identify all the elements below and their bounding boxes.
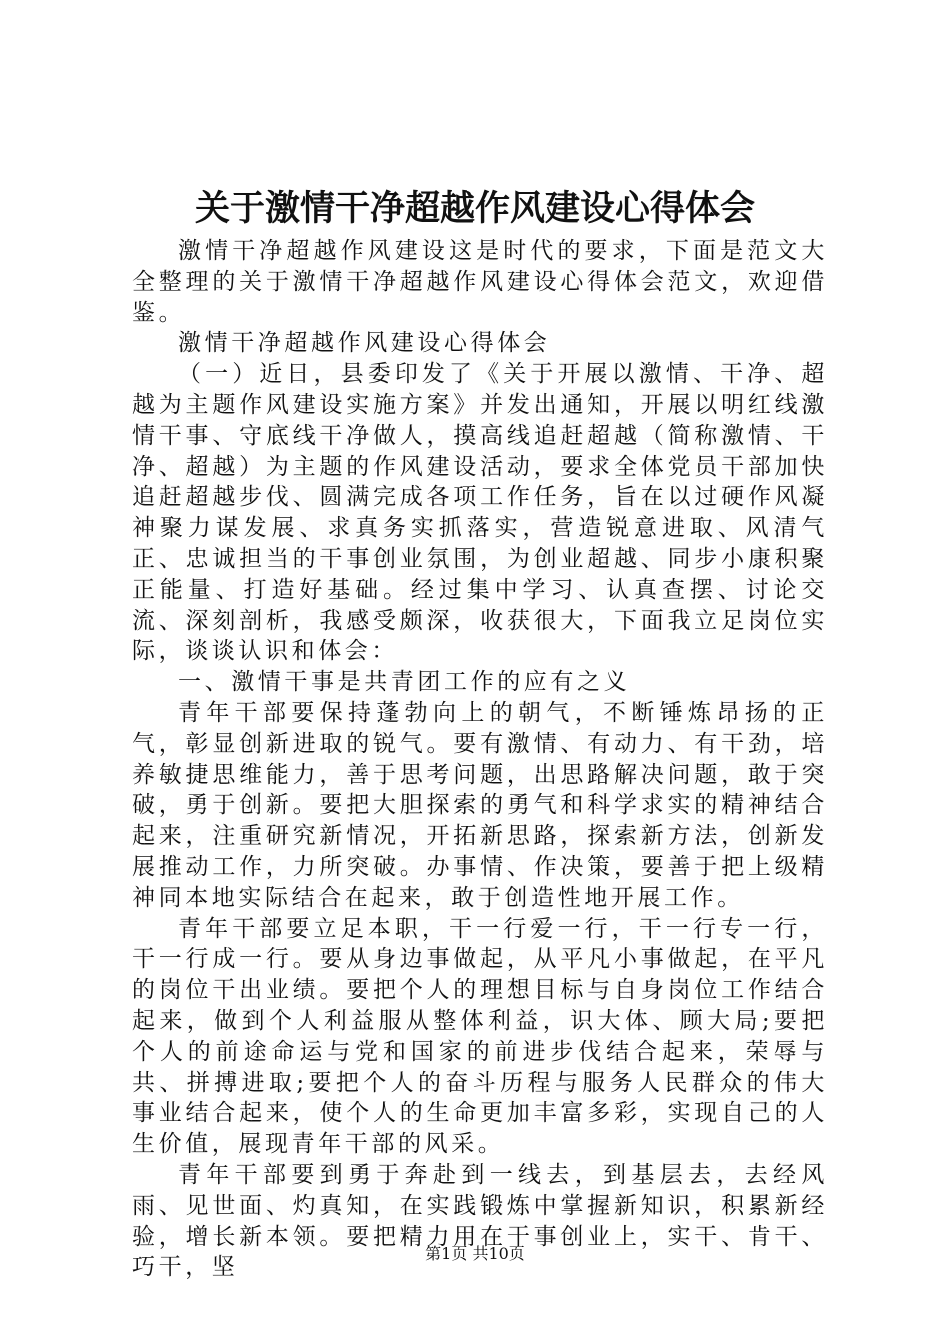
- body-paragraph: （一）近日，县委印发了《关于开展以激情、干净、超越为主题作风建设实施方案》并发出通知，开展以明红线激情干事、守底线干净做人，摸高线追赶超越（简称激情、干净、超越）为主题的作风建设活动，要求全体党员干部加快追赶超越步伐、圆满完成各项工作任务，旨在以过硬作风凝神聚力谋发展、求真务实抓落实，营造锐意进取、风清气正、忠诚担当的干事创业氛围，为创业超越、同步小康积聚正能量、打造好基础。经过集中学习、认真查摆、讨论交流、深刻剖析，我感受颇深，收获很大，下面我立足岗位实际，谈谈认识和体会：: [132, 361, 828, 665]
- body-paragraph: 青年干部要立足本职，干一行爱一行，干一行专一行，干一行成一行。要从身边事做起，从平凡小事做起，在平凡的岗位干出业绩。要把个人的理想目标与自身岗位工作结合起来，做到个人利益服从整体利益，识大体、顾大局;要把个人的前途命运与党和国家的前进步伐结合起来，荣辱与共、拼搏进取;要把个人的奋斗历程与服务人民群众的伟大事业结合起来，使个人的生命更加丰富多彩，实现自己的人生价值，展现青年干部的风采。: [132, 915, 828, 1158]
- intro-paragraph: 激情干净超越作风建设这是时代的要求，下面是范文大全整理的关于激情干净超越作风建设心得体会范文，欢迎借鉴。: [132, 238, 828, 326]
- document-body: [132, 236, 828, 1283]
- body-paragraph: 青年干部要保持蓬勃向上的朝气，不断锤炼昂扬的正气，彰显创新进取的锐气。要有激情、有动力、有干劲，培养敏捷思维能力，善于思考问题，出思路解决问题，敢于突破，勇于创新。要把大胆探索的勇气和科学求实的精神结合起来，注重研究新情况，开拓新思路，探索新方法，创新发展推动工作，力所突破。办事情、作决策，要善于把上级精神同本地实际结合在起来，敢于创造性地开展工作。: [132, 699, 828, 911]
- section-title: 激情干净超越作风建设心得体会: [178, 330, 551, 357]
- body-paragraph: 青年干部要到勇于奔赴到一线去，到基层去，去经风雨、见世面、灼真知，在实践锻炼中掌握新知识，积累新经验，增长新本领。要把精力用在干事创业上，实干、肯干、巧干，坚: [132, 1161, 828, 1281]
- document-title: 关于激情干净超越作风建设心得体会: [194, 189, 755, 229]
- page-number-footer: 第1页 共10页: [425, 1244, 525, 1263]
- section-heading: 一、激情干事是共青团工作的应有之义: [178, 669, 631, 696]
